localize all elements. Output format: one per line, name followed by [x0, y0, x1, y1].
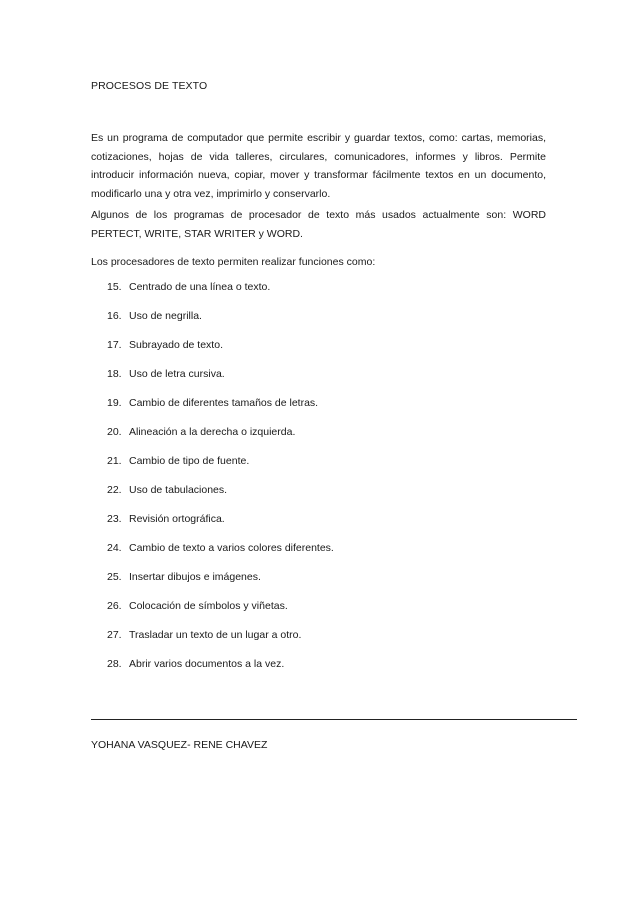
list-item-number: 23. [107, 513, 122, 525]
list-item-number: 18. [107, 368, 122, 380]
list-item-text: Centrado de una línea o texto. [129, 281, 271, 293]
list-item-number: 26. [107, 600, 122, 612]
paragraph-definition: Es un programa de computador que permite escribir y guardar textos, como: cartas, memorias, cotizaciones, hojas de vida talleres, circulares, comunicadores, informes y libros. Permite introducir información nueva, copiar, mover y transformar fácilmente textos en un documento, modificarlo una y otra vez, imprimirlo y conservarlo. [91, 132, 546, 200]
list-item [107, 309, 334, 338]
list-item [107, 570, 334, 599]
paragraph-functions-intro: Los procesadores de texto permiten realizar funciones como: [91, 256, 376, 268]
list-item-text: Insertar dibujos e imágenes. [129, 571, 261, 583]
list-item [107, 280, 334, 309]
list-item [107, 454, 334, 483]
list-item [107, 338, 334, 367]
functions-list [107, 280, 334, 686]
list-item-text: Uso de letra cursiva. [129, 368, 225, 380]
list-item [107, 512, 334, 541]
list-item-text: Cambio de tipo de fuente. [129, 455, 250, 467]
list-item [107, 425, 334, 454]
list-item-number: 27. [107, 629, 122, 641]
list-item-text: Uso de negrilla. [129, 310, 202, 322]
list-item [107, 541, 334, 570]
list-item-number: 19. [107, 397, 122, 409]
list-item [107, 599, 334, 628]
list-item-number: 15. [107, 281, 122, 293]
paragraph-programs: Algunos de los programas de procesador de texto más usados actualmente son: WORD PERTECT, WRITE, STAR WRITER y WORD. [91, 209, 546, 240]
footer-divider [91, 719, 577, 720]
document-title: PROCESOS DE TEXTO [91, 80, 208, 92]
list-item-text: Revisión ortográfica. [129, 513, 225, 525]
list-item-number: 20. [107, 426, 122, 438]
list-item [107, 657, 334, 686]
list-item-text: Cambio de diferentes tamaños de letras. [129, 397, 319, 409]
list-item [107, 483, 334, 512]
list-item-number: 16. [107, 310, 122, 322]
list-item-text: Cambio de texto a varios colores diferentes. [129, 542, 334, 554]
list-item-text: Trasladar un texto de un lugar a otro. [129, 629, 302, 641]
list-item-text: Colocación de símbolos y viñetas. [129, 600, 288, 612]
list-item-number: 21. [107, 455, 122, 467]
list-item [107, 628, 334, 657]
list-item [107, 396, 334, 425]
list-item-number: 25. [107, 571, 122, 583]
list-item-text: Subrayado de texto. [129, 339, 223, 351]
list-item-number: 22. [107, 484, 122, 496]
footer-authors: YOHANA VASQUEZ- RENE CHAVEZ [91, 739, 268, 751]
list-item-text: Uso de tabulaciones. [129, 484, 228, 496]
list-item-text: Abrir varios documentos a la vez. [129, 658, 285, 670]
list-item-number: 24. [107, 542, 122, 554]
list-item-number: 17. [107, 339, 122, 351]
list-item-text: Alineación a la derecha o izquierda. [129, 426, 296, 438]
list-item-number: 28. [107, 658, 122, 670]
list-item [107, 367, 334, 396]
